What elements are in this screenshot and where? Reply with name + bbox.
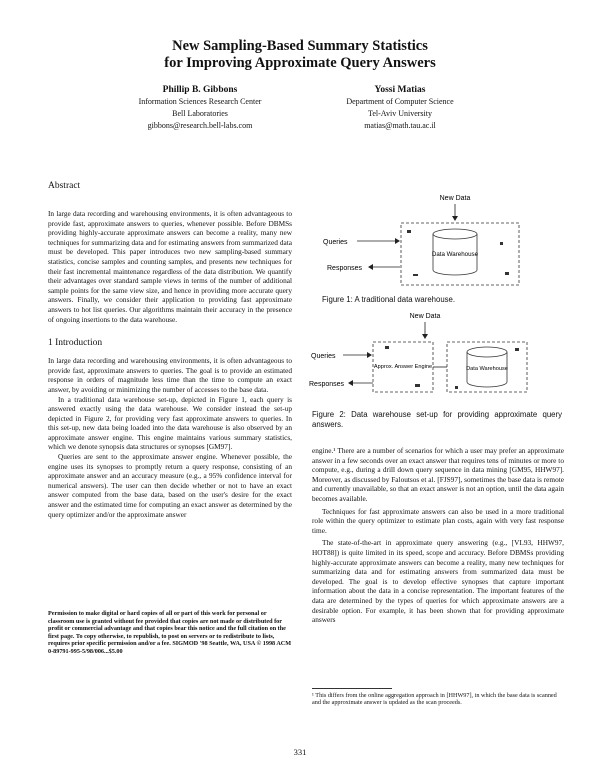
author-email: gibbons@research.bell-labs.com	[147, 121, 253, 130]
author-name: Phillip B. Gibbons	[162, 85, 238, 95]
right-column	[312, 446, 564, 625]
introduction-heading: 1 Introduction	[48, 338, 103, 349]
fig1-speckle	[413, 274, 418, 276]
fig1-speckle	[500, 242, 503, 245]
fig1-arrowhead	[395, 238, 400, 244]
figure-1-diagram	[305, 190, 553, 298]
right-paragraph-1: engine.¹ There are a number of scenarios for which a user may prefer an approximate answer in a few seconds over an exact answer that requires tens of minutes or more to compute, e.g., during a drill down query sequence in data mining [GM95, HHW97]. Moreover, as discussed by Faloutsos et al. [FJS97], sometimes the base data is remote and currently unavailable, so that an exact answer is not an option, until the data again becomes available.	[312, 446, 564, 503]
fig1-new-data-label: New Data	[439, 195, 471, 202]
fig1-disk-top	[433, 229, 477, 239]
page-number: 331	[293, 747, 307, 757]
left-column	[48, 181, 292, 519]
fig2-disk-top	[467, 347, 507, 357]
right-paragraph-3: The state-of-the-art in approximate query answering (e.g., [VL93, HHW97, HOT88]) is quite limited in its speed, scope and accuracy. Before DBMSs providing highly-accurate approximate answers can become a reality, many new techniques for summarizing data and for estimating answers from summarized data must be developed. The goal is to develop effective synopses that capture important information about the data in a concise representation. The important features of the data are determined by the types of queries for which approximate answers are a desirable option. For example, it has been shown that for providing approximate answers	[312, 538, 564, 625]
copyright-notice: Permission to make digital or hard copies of all or part of this work for personal or classroom use is granted without fee provided that copies are not made or distributed for profit or commercial advantage and that copies bear this notice and the full citation on the first page. To copy otherwise, to republish, to post on servers or to redistribute to lists, requires prior specific permission and/or a fee. SIGMOD '98 Seattle, WA, USA © 1998 ACM 0-89791-995-5/98/006...$5.00	[48, 610, 292, 655]
fig2-arrowhead	[367, 352, 372, 358]
right-paragraph-2: Techniques for fast approximate answers can also be used in a more traditional role within the query optimizer to estimate plan costs, again with very fast response time.	[312, 506, 564, 535]
paper-title-line-2: for Improving Approximate Query Answers	[164, 55, 436, 71]
fig1-responses-label: Responses	[327, 265, 363, 272]
fig2-warehouse-label: Data Warehouse	[466, 366, 508, 372]
fig1-speckle	[407, 230, 411, 233]
author-affiliation: Tel-Aviv University	[368, 109, 432, 118]
abstract-text: In large data recording and warehousing environments, it is often advantageous to provide fast, approximate answers to queries, whenever possible. Before DBMSs providing highly-accurate approximate answers can become a reality, many new techniques for summarizing data and for estimating answers from summarized data must be developed. This paper introduces two new sampling-based summary statistics, concise samples and counting samples, and presents new techniques for their fast incremental maintenance regardless of the data distribution. We quantify their advantages over standard sample views in terms of the number of additional sample points for the same view size, and hence in providing more accurate query answers. Finally, we consider their application to providing fast approximate answers to hot list queries. Our algorithms maintain their accuracy in the presence of ongoing insertions to the data warehouse.	[48, 209, 292, 324]
fig1-arrowhead	[452, 216, 458, 221]
intro-paragraph-2: In a traditional data warehouse set-up, depicted in Figure 1, each query is answered exactly using the data warehouse. We consider instead the set-up depicted in Figure 2, for providing very fast approximate answers to queries. In this set-up, new data being loaded into the data warehouse is also observed by an approximate answer engine. This engine maintains various summary statistics, which we denote synopsis data structures or synopses [GM97].	[48, 394, 292, 452]
fig2-arrowhead	[422, 334, 428, 339]
author-block-1	[120, 84, 280, 132]
intro-paragraph-1: In large data recording and warehousing environments, it is often advantageous to provide fast, approximate answers to queries. The goal is to provide an estimated response in orders of magnitude less time than the time to compute an exact answer, by avoiding or minimizing the number of accesses to the base data.	[48, 356, 292, 394]
fig1-speckle	[505, 272, 509, 275]
figure-2-diagram	[305, 308, 553, 408]
footnote: ¹ This differs from the online aggregation approach in [HHW97], in which the base data is scanned and the approximate answer is updated as the scan proceeds.	[312, 692, 557, 707]
fig2-engine-label: Approx. Answer Engine	[373, 364, 433, 370]
paper-title-line-1: New Sampling-Based Summary Statistics	[172, 38, 428, 54]
fig2-speckle	[415, 384, 420, 387]
fig2-responses-label: Responses	[309, 381, 345, 388]
figure-1-caption: Figure 1: A traditional data warehouse.	[322, 295, 456, 304]
abstract-heading: Abstract	[48, 181, 81, 191]
author-name: Yossi Matias	[374, 85, 426, 95]
author-affiliation: Department of Computer Science	[346, 97, 454, 106]
intro-paragraph-3: Queries are sent to the approximate answer engine. Whenever possible, the engine uses its synopses to promptly return a query response, consisting of an approximate answer and an accuracy measure (e.g., a 95% confidence interval for numerical answers). The user can then decide whether or not to have an exact answer computed from the base data, based on the user's desire for the exact answer and the estimated time for computing an exact answer as determined by the query optimizer and/or the approximate answer	[48, 452, 292, 519]
author-affiliation: Information Sciences Research Center	[138, 97, 262, 106]
figure-2-caption: Figure 2: Data warehouse set-up for providing approximate query answers.	[312, 410, 562, 429]
author-block-2	[320, 84, 480, 132]
fig2-new-data-label: New Data	[409, 313, 441, 320]
footnote-rule	[312, 688, 392, 689]
author-affiliation: Bell Laboratories	[172, 109, 228, 118]
fig2-queries-label: Queries	[311, 353, 336, 360]
fig1-arrowhead	[368, 264, 373, 270]
fig2-speckle	[455, 386, 458, 389]
fig1-queries-label: Queries	[323, 239, 348, 246]
fig2-arrowhead	[348, 380, 353, 386]
author-email: matias@math.tau.ac.il	[364, 121, 436, 130]
fig2-speckle	[385, 346, 389, 349]
fig1-warehouse-label: Data Warehouse	[431, 251, 479, 258]
fig2-speckle	[515, 348, 519, 351]
